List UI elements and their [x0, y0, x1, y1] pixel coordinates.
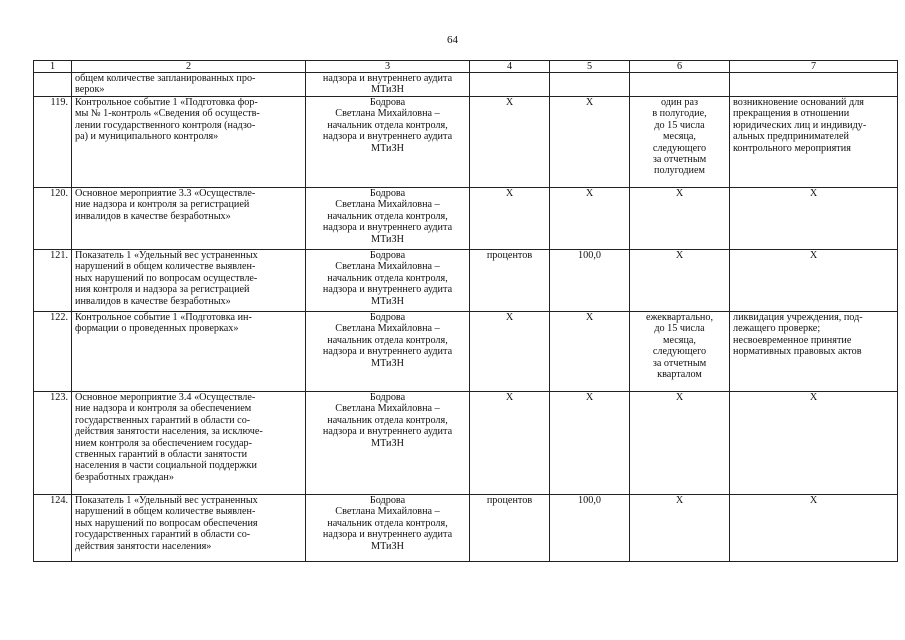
target-value: 100,0 [550, 250, 630, 312]
deadline: X [630, 392, 730, 495]
table-row [34, 392, 898, 495]
event-name: Контрольное событие 1 «Подготовка ин- формации о проведенных проверках» [72, 312, 306, 392]
target-value [550, 73, 630, 97]
unit: X [470, 188, 550, 250]
row-number [34, 73, 72, 97]
unit: X [470, 312, 550, 392]
unit [470, 73, 550, 97]
risk: X [730, 250, 898, 312]
event-name: общем количестве запланированных про- верок» [72, 73, 306, 97]
table-row [34, 97, 898, 188]
table-row [34, 250, 898, 312]
page-number: 64 [447, 34, 458, 46]
unit: процентов [470, 495, 550, 562]
deadline: X [630, 250, 730, 312]
row-number: 119. [34, 97, 72, 188]
unit: X [470, 392, 550, 495]
unit: X [470, 97, 550, 188]
header-col-7: 7 [730, 61, 898, 73]
deadline: ежеквартально, до 15 числа месяца, следующего за отчетным кварталом [630, 312, 730, 392]
target-value: X [550, 312, 630, 392]
header-col-3: 3 [306, 61, 470, 73]
header-col-6: 6 [630, 61, 730, 73]
deadline: X [630, 495, 730, 562]
deadline: один раз в полугодие, до 15 числа месяца, следующего за отчетным полугодием [630, 97, 730, 188]
responsible: Бодрова Светлана Михайловна – начальник отдела контроля, надзора и внутреннего аудита МТиЗН [306, 495, 470, 562]
header-col-2: 2 [72, 61, 306, 73]
risk: ликвидация учреждения, под- лежащего проверке; несвоевременное принятие нормативных правовых актов [730, 312, 898, 392]
table-row [34, 495, 898, 562]
row-number: 121. [34, 250, 72, 312]
event-name: Основное мероприятие 3.4 «Осуществле- ние надзора и контроля за обеспечением государственных гарантий в области со- действия занятости населения, за исключе- нием контроля за обеспечением государ- ственных гарантий в области занятости населения в части социальной поддержки безработных граждан» [72, 392, 306, 495]
target-value: X [550, 97, 630, 188]
plan-table [33, 60, 898, 562]
header-col-5: 5 [550, 61, 630, 73]
deadline: X [630, 188, 730, 250]
risk: X [730, 392, 898, 495]
responsible: Бодрова Светлана Михайловна – начальник отдела контроля, надзора и внутреннего аудита МТиЗН [306, 392, 470, 495]
event-name: Основное мероприятие 3.3 «Осуществле- ние надзора и контроля за регистрацией инвалидов в качестве безработных» [72, 188, 306, 250]
risk [730, 73, 898, 97]
responsible: Бодрова Светлана Михайловна – начальник отдела контроля, надзора и внутреннего аудита МТиЗН [306, 250, 470, 312]
event-name: Показатель 1 «Удельный вес устраненных нарушений в общем количестве выявлен- ных нарушений по вопросам осуществле- ния контроля и надзора за регистрацией инвалидов в качестве безработных» [72, 250, 306, 312]
event-name: Контрольное событие 1 «Подготовка фор- мы № 1-контроль «Сведения об осуществ- лении государственного контроля (надзо- ра) и муниципального контроля» [72, 97, 306, 188]
event-name: Показатель 1 «Удельный вес устраненных нарушений в общем количестве выявлен- ных нарушений по вопросам обеспечения государственных гарантий в области со- действия занятости населения» [72, 495, 306, 562]
risk: X [730, 495, 898, 562]
header-row [34, 61, 898, 73]
unit: процентов [470, 250, 550, 312]
table-row [34, 188, 898, 250]
table-row [34, 312, 898, 392]
responsible: надзора и внутреннего аудита МТиЗН [306, 73, 470, 97]
target-value: X [550, 188, 630, 250]
risk: возникновение оснований для прекращения в отношении юридических лиц и индивиду- альных предпринимателей контрольного мероприятия [730, 97, 898, 188]
responsible: Бодрова Светлана Михайловна – начальник отдела контроля, надзора и внутреннего аудита МТиЗН [306, 97, 470, 188]
target-value: X [550, 392, 630, 495]
row-number: 122. [34, 312, 72, 392]
risk: X [730, 188, 898, 250]
row-number: 124. [34, 495, 72, 562]
responsible: Бодрова Светлана Михайловна – начальник отдела контроля, надзора и внутреннего аудита МТиЗН [306, 188, 470, 250]
deadline [630, 73, 730, 97]
header-col-1: 1 [34, 61, 72, 73]
table-row [34, 73, 898, 97]
row-number: 120. [34, 188, 72, 250]
row-number: 123. [34, 392, 72, 495]
responsible: Бодрова Светлана Михайловна – начальник отдела контроля, надзора и внутреннего аудита МТиЗН [306, 312, 470, 392]
target-value: 100,0 [550, 495, 630, 562]
header-col-4: 4 [470, 61, 550, 73]
